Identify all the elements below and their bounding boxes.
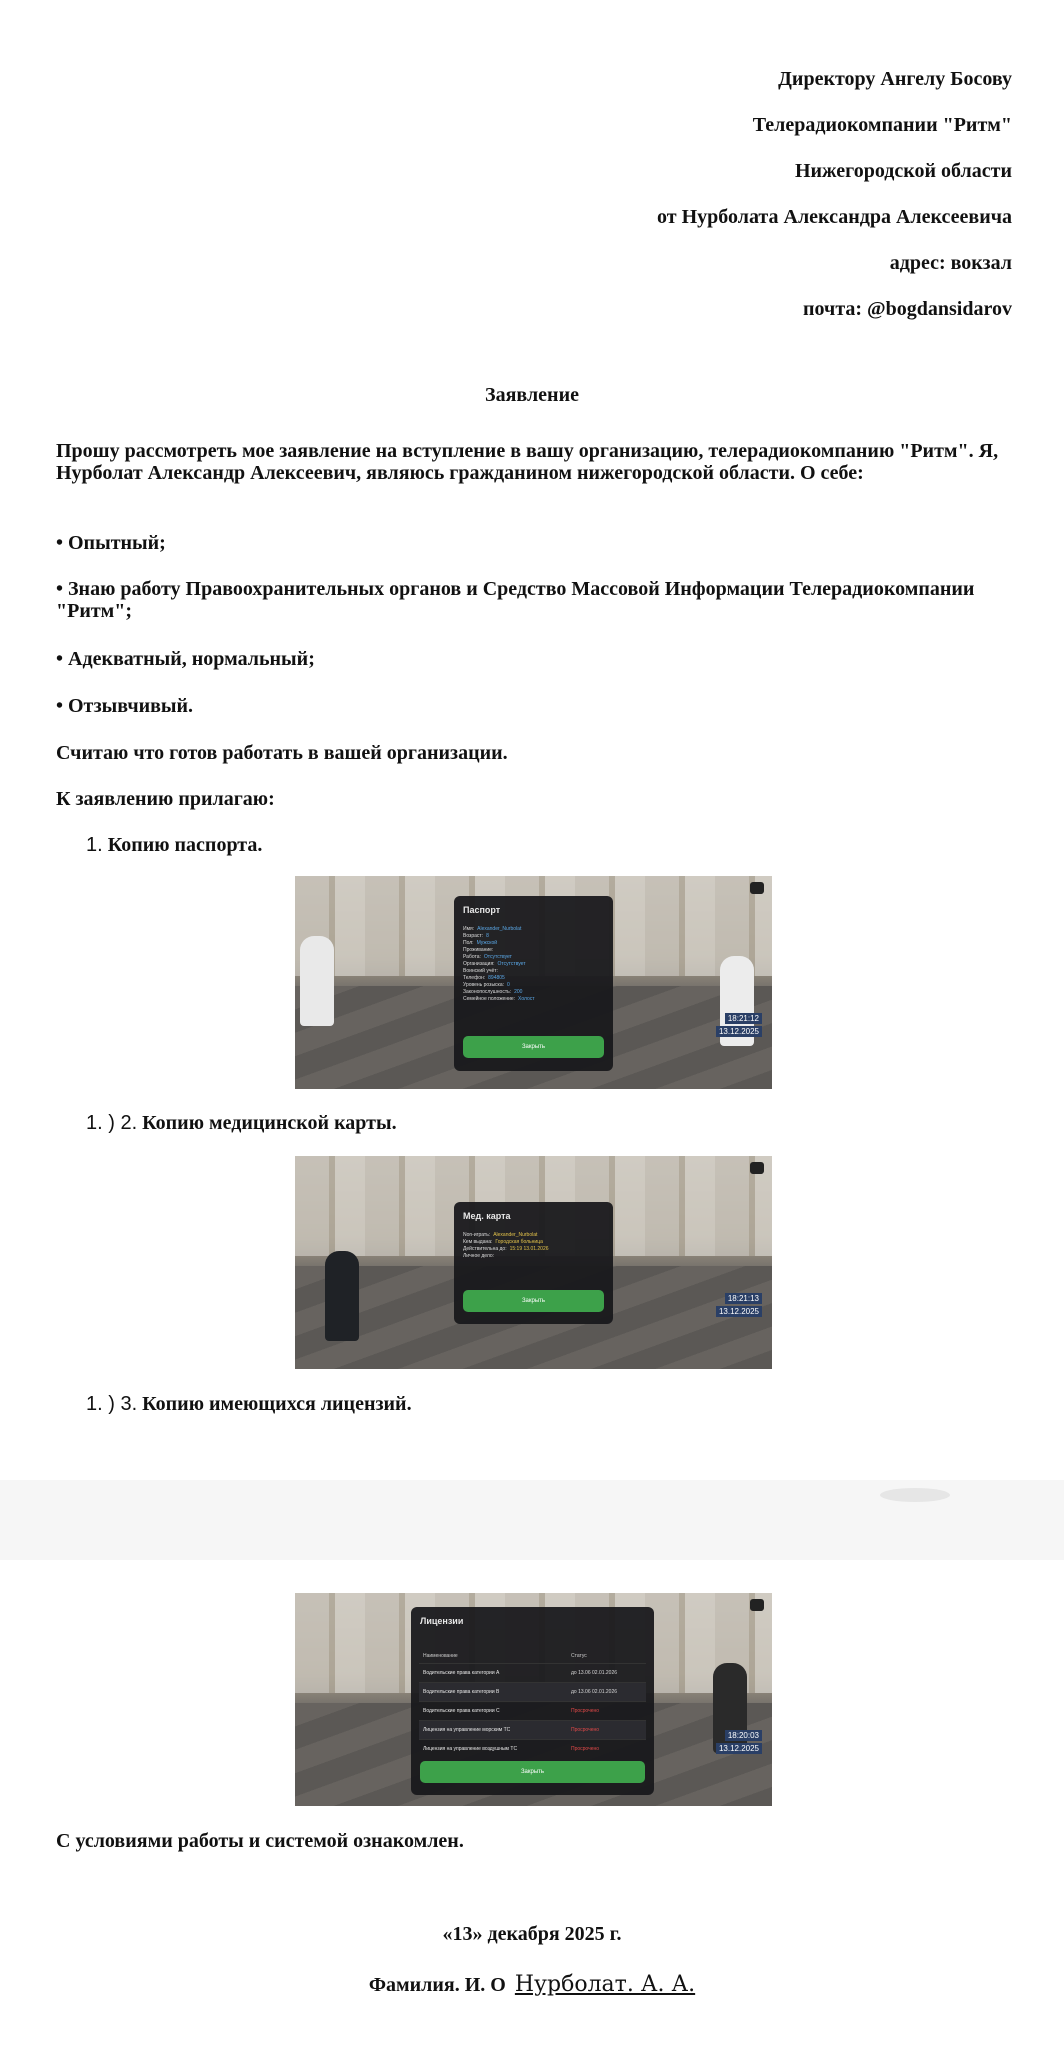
attachment-item-medcard bbox=[86, 1112, 397, 1135]
camera-icon bbox=[750, 1162, 764, 1174]
signature-value: Нурболат. А. А. bbox=[514, 1972, 696, 1997]
passport-row: Проживание: bbox=[463, 947, 494, 953]
game-time: 18:21:13 bbox=[725, 1293, 762, 1304]
medcard-row: Кем выдана: Городская больница bbox=[463, 1239, 543, 1245]
bullet-responsive: • Отзывчивый. bbox=[56, 695, 194, 717]
passport-row: Семейное положение: Холост bbox=[463, 996, 535, 1002]
medcard-close-button[interactable]: Закрыть bbox=[463, 1290, 604, 1312]
passport-screenshot bbox=[295, 876, 772, 1089]
column-status: Статус bbox=[571, 1653, 587, 1659]
license-row[interactable]: Лицензия на управление морским ТС Просрочено bbox=[419, 1720, 646, 1739]
header-line-company: Телерадиокомпании "Ритм" bbox=[752, 114, 1012, 136]
attachment-item-passport bbox=[86, 834, 262, 857]
attachment-text: Копию паспорта. bbox=[107, 834, 263, 856]
signature-line bbox=[0, 1972, 1064, 1997]
licenses-table bbox=[419, 1649, 646, 1758]
page-break-band bbox=[0, 1480, 1064, 1560]
column-name: Наименование bbox=[423, 1653, 458, 1659]
bullet-experienced: • Опытный; bbox=[56, 532, 166, 554]
passport-row: Телефон: 894805 bbox=[463, 975, 505, 981]
medcard-screenshot bbox=[295, 1156, 772, 1369]
passport-row: Воинский учёт: bbox=[463, 968, 498, 974]
license-row[interactable]: Водительские права категории А до 13.06 02.01.2026 bbox=[419, 1663, 646, 1682]
attachment-number: 1. ) 3. bbox=[86, 1393, 138, 1415]
attachment-item-licenses bbox=[86, 1393, 412, 1416]
passport-close-button[interactable]: Закрыть bbox=[463, 1036, 604, 1058]
medcard-panel-title: Мед. карта bbox=[463, 1211, 511, 1221]
passport-row: Пол: Мужской bbox=[463, 940, 498, 946]
passport-rows bbox=[463, 926, 535, 1003]
license-row[interactable]: Водительские права категории C Просрочено bbox=[419, 1701, 646, 1720]
game-date: 13.12.2025 bbox=[716, 1743, 762, 1754]
licenses-screenshot bbox=[295, 1593, 772, 1806]
game-time: 18:21:12 bbox=[725, 1013, 762, 1024]
medcard-row: Личное дело: bbox=[463, 1253, 495, 1259]
page-break-mark bbox=[880, 1488, 950, 1502]
licenses-panel bbox=[411, 1607, 654, 1795]
scene-character bbox=[325, 1251, 359, 1341]
licenses-close-button[interactable]: Закрыть bbox=[420, 1761, 645, 1783]
header-line-email: почта: @bogdansidarov bbox=[803, 298, 1012, 320]
bullet-adequate: • Адекватный, нормальный; bbox=[56, 648, 315, 670]
header-line-region: Нижегородской области bbox=[794, 160, 1012, 182]
document-date: «13» декабря 2025 г. bbox=[442, 1923, 622, 1945]
conditions-statement: С условиями работы и системой ознакомлен. bbox=[56, 1830, 464, 1852]
passport-row: Законопослушность: 200 bbox=[463, 989, 523, 995]
signature-label: Фамилия. И. О bbox=[368, 1974, 506, 1996]
attachment-text: Копию имеющихся лицензий. bbox=[142, 1393, 412, 1415]
passport-row: Имя: Alexander_Nurbolat bbox=[463, 926, 522, 932]
game-time: 18:20:03 bbox=[725, 1730, 762, 1741]
passport-row: Возраст: 8 bbox=[463, 933, 489, 939]
medcard-row: Non-играть: Alexander_Nurbolat bbox=[463, 1232, 538, 1238]
camera-icon bbox=[750, 1599, 764, 1611]
header-line-director: Директору Ангелу Босову bbox=[778, 68, 1012, 90]
camera-icon bbox=[750, 882, 764, 894]
attachments-label: К заявлению прилагаю: bbox=[56, 788, 275, 810]
attachment-number: 1. ) 2. bbox=[86, 1112, 138, 1134]
license-row[interactable]: Лицензия на управление воздушным ТС Просрочено bbox=[419, 1739, 646, 1758]
bullet-knowledge: • Знаю работу Правоохранительных органов и Средство Массовой Информации Телерадиокомпании "Ритм"; bbox=[56, 578, 975, 622]
passport-row: Работа: Отсутствует bbox=[463, 954, 512, 960]
game-date: 13.12.2025 bbox=[716, 1026, 762, 1037]
passport-panel-title: Паспорт bbox=[463, 905, 501, 915]
passport-row: Организация: Отсутствует bbox=[463, 961, 526, 967]
passport-row: Уровень розыска: 0 bbox=[463, 982, 510, 988]
game-date: 13.12.2025 bbox=[716, 1306, 762, 1317]
header-line-from: от Нурболата Александра Алексеевича bbox=[657, 206, 1012, 228]
document-title: Заявление bbox=[485, 384, 579, 406]
attachment-number: 1. bbox=[86, 834, 103, 856]
intro-paragraph: Прошу рассмотреть мое заявление на вступление в вашу организацию, телерадиокомпанию "Ритм". Я, Нурболат Александр Алексеевич, являюсь гражданином нижегородской области. О себе: bbox=[56, 440, 999, 484]
passport-panel bbox=[454, 896, 613, 1071]
header-line-address: адрес: вокзал bbox=[889, 252, 1012, 274]
scene-character bbox=[300, 936, 334, 1026]
licenses-panel-title: Лицензии bbox=[420, 1616, 464, 1626]
attachment-text: Копию медицинской карты. bbox=[142, 1112, 397, 1134]
medcard-panel bbox=[454, 1202, 613, 1324]
license-row[interactable]: Водительские права категории B до 13.06 02.01.2026 bbox=[419, 1682, 646, 1701]
licenses-table-header bbox=[419, 1649, 646, 1663]
ready-statement: Считаю что готов работать в вашей организации. bbox=[56, 742, 508, 764]
medcard-row: Действительна до: 15:19 13.01.2026 bbox=[463, 1246, 549, 1252]
medcard-rows bbox=[463, 1232, 549, 1260]
